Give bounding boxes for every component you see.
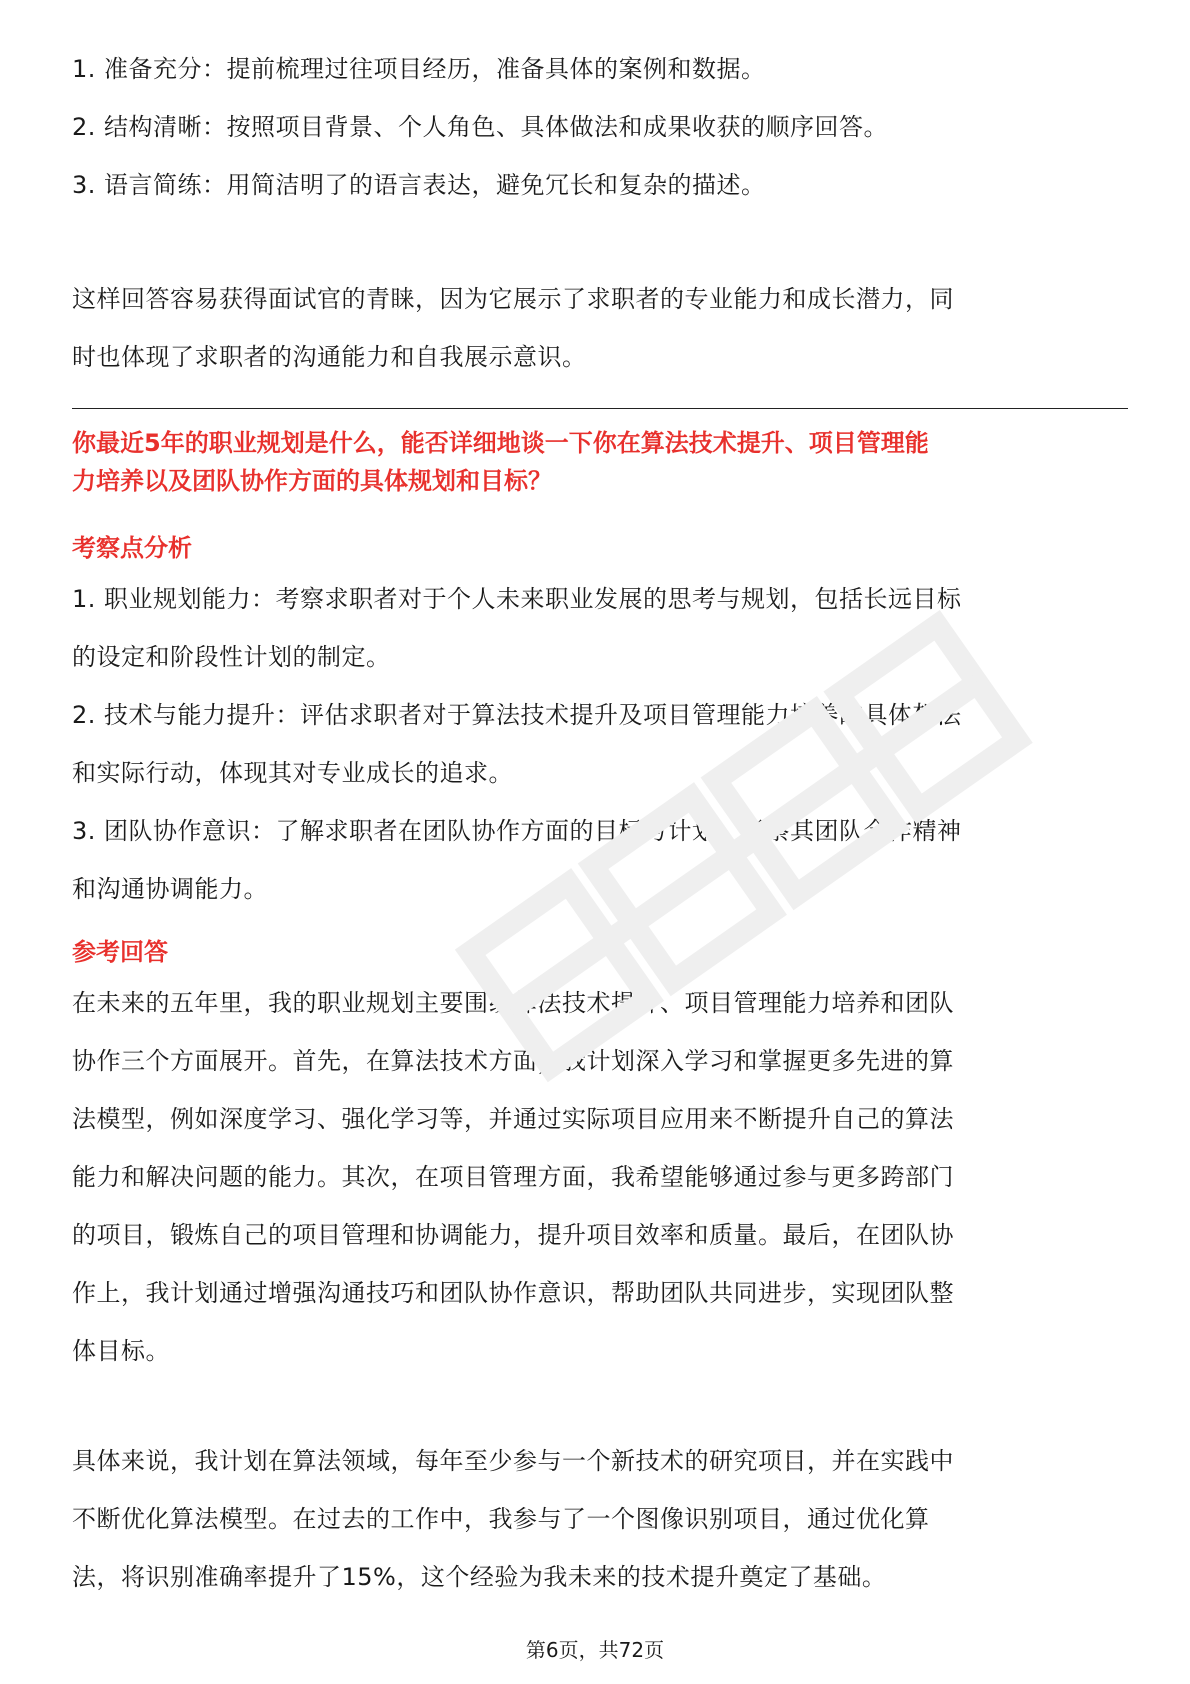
analysis-line-6: 和沟通协调能力。 bbox=[72, 875, 268, 903]
answer-p2-line-1: 具体来说，我计划在算法领域，每年至少参与一个新技术的研究项目，并在实践中 bbox=[72, 1447, 954, 1475]
answer-heading: 参考回答 bbox=[72, 938, 168, 966]
question-line-1: 你最近5年的职业规划是什么，能否详细地谈一下你在算法技术提升、项目管理能 bbox=[72, 429, 929, 457]
answer-p1-line-6: 作上，我计划通过增强沟通技巧和团队协作意识，帮助团队共同进步，实现团队整 bbox=[72, 1279, 954, 1307]
answer-p1-line-4: 能力和解决问题的能力。其次，在项目管理方面，我希望能够通过参与更多跨部门 bbox=[72, 1163, 954, 1191]
intro-item-3: 3. 语言简练：用简洁明了的语言表达，避免冗长和复杂的描述。 bbox=[72, 171, 766, 199]
analysis-heading: 考察点分析 bbox=[72, 534, 192, 562]
answer-section bbox=[72, 930, 1128, 1606]
question-line-2: 力培养以及团队协作方面的具体规划和目标？ bbox=[72, 467, 552, 495]
analysis-line-3: 2. 技术与能力提升：评估求职者对于算法技术提升及项目管理能力培养的具体想法 bbox=[72, 701, 962, 729]
answer-p1-line-2: 协作三个方面展开。首先，在算法技术方面，我计划深入学习和掌握更多先进的算 bbox=[72, 1047, 954, 1075]
intro-item-2: 2. 结构清晰：按照项目背景、个人角色、具体做法和成果收获的顺序回答。 bbox=[72, 113, 889, 141]
intro-block bbox=[72, 0, 1128, 386]
summary-line-2: 时也体现了求职者的沟通能力和自我展示意识。 bbox=[72, 343, 587, 371]
section-divider bbox=[72, 408, 1128, 409]
analysis-line-4: 和实际行动，体现其对专业成长的追求。 bbox=[72, 759, 513, 787]
answer-p1-line-5: 的项目，锻炼自己的项目管理和协调能力，提升项目效率和质量。最后，在团队协 bbox=[72, 1221, 954, 1249]
page-footer: 第6页，共72页 bbox=[525, 1638, 665, 1662]
interview-question bbox=[72, 424, 1128, 500]
analysis-line-2: 的设定和阶段性计划的制定。 bbox=[72, 643, 391, 671]
intro-item-1: 1. 准备充分：提前梳理过往项目经历，准备具体的案例和数据。 bbox=[72, 55, 766, 83]
answer-p1-line-7: 体目标。 bbox=[72, 1337, 170, 1365]
answer-p2-line-2: 不断优化算法模型。在过去的工作中，我参与了一个图像识别项目，通过优化算 bbox=[72, 1505, 930, 1533]
analysis-line-1: 1. 职业规划能力：考察求职者对于个人未来职业发展的思考与规划，包括长远目标 bbox=[72, 585, 962, 613]
summary-line-1: 这样回答容易获得面试官的青睐，因为它展示了求职者的专业能力和成长潜力，同 bbox=[72, 285, 954, 313]
answer-p1-line-1: 在未来的五年里，我的职业规划主要围绕算法技术提升、项目管理能力培养和团队 bbox=[72, 989, 954, 1017]
answer-p1-line-3: 法模型，例如深度学习、强化学习等，并通过实际项目应用来不断提升自己的算法 bbox=[72, 1105, 954, 1133]
answer-p2-line-3: 法，将识别准确率提升了15%，这个经验为我未来的技术提升奠定了基础。 bbox=[72, 1563, 887, 1591]
analysis-section bbox=[72, 526, 1128, 918]
analysis-line-5: 3. 团队协作意识：了解求职者在团队协作方面的目标与计划，考察其团队合作精神 bbox=[72, 817, 962, 845]
